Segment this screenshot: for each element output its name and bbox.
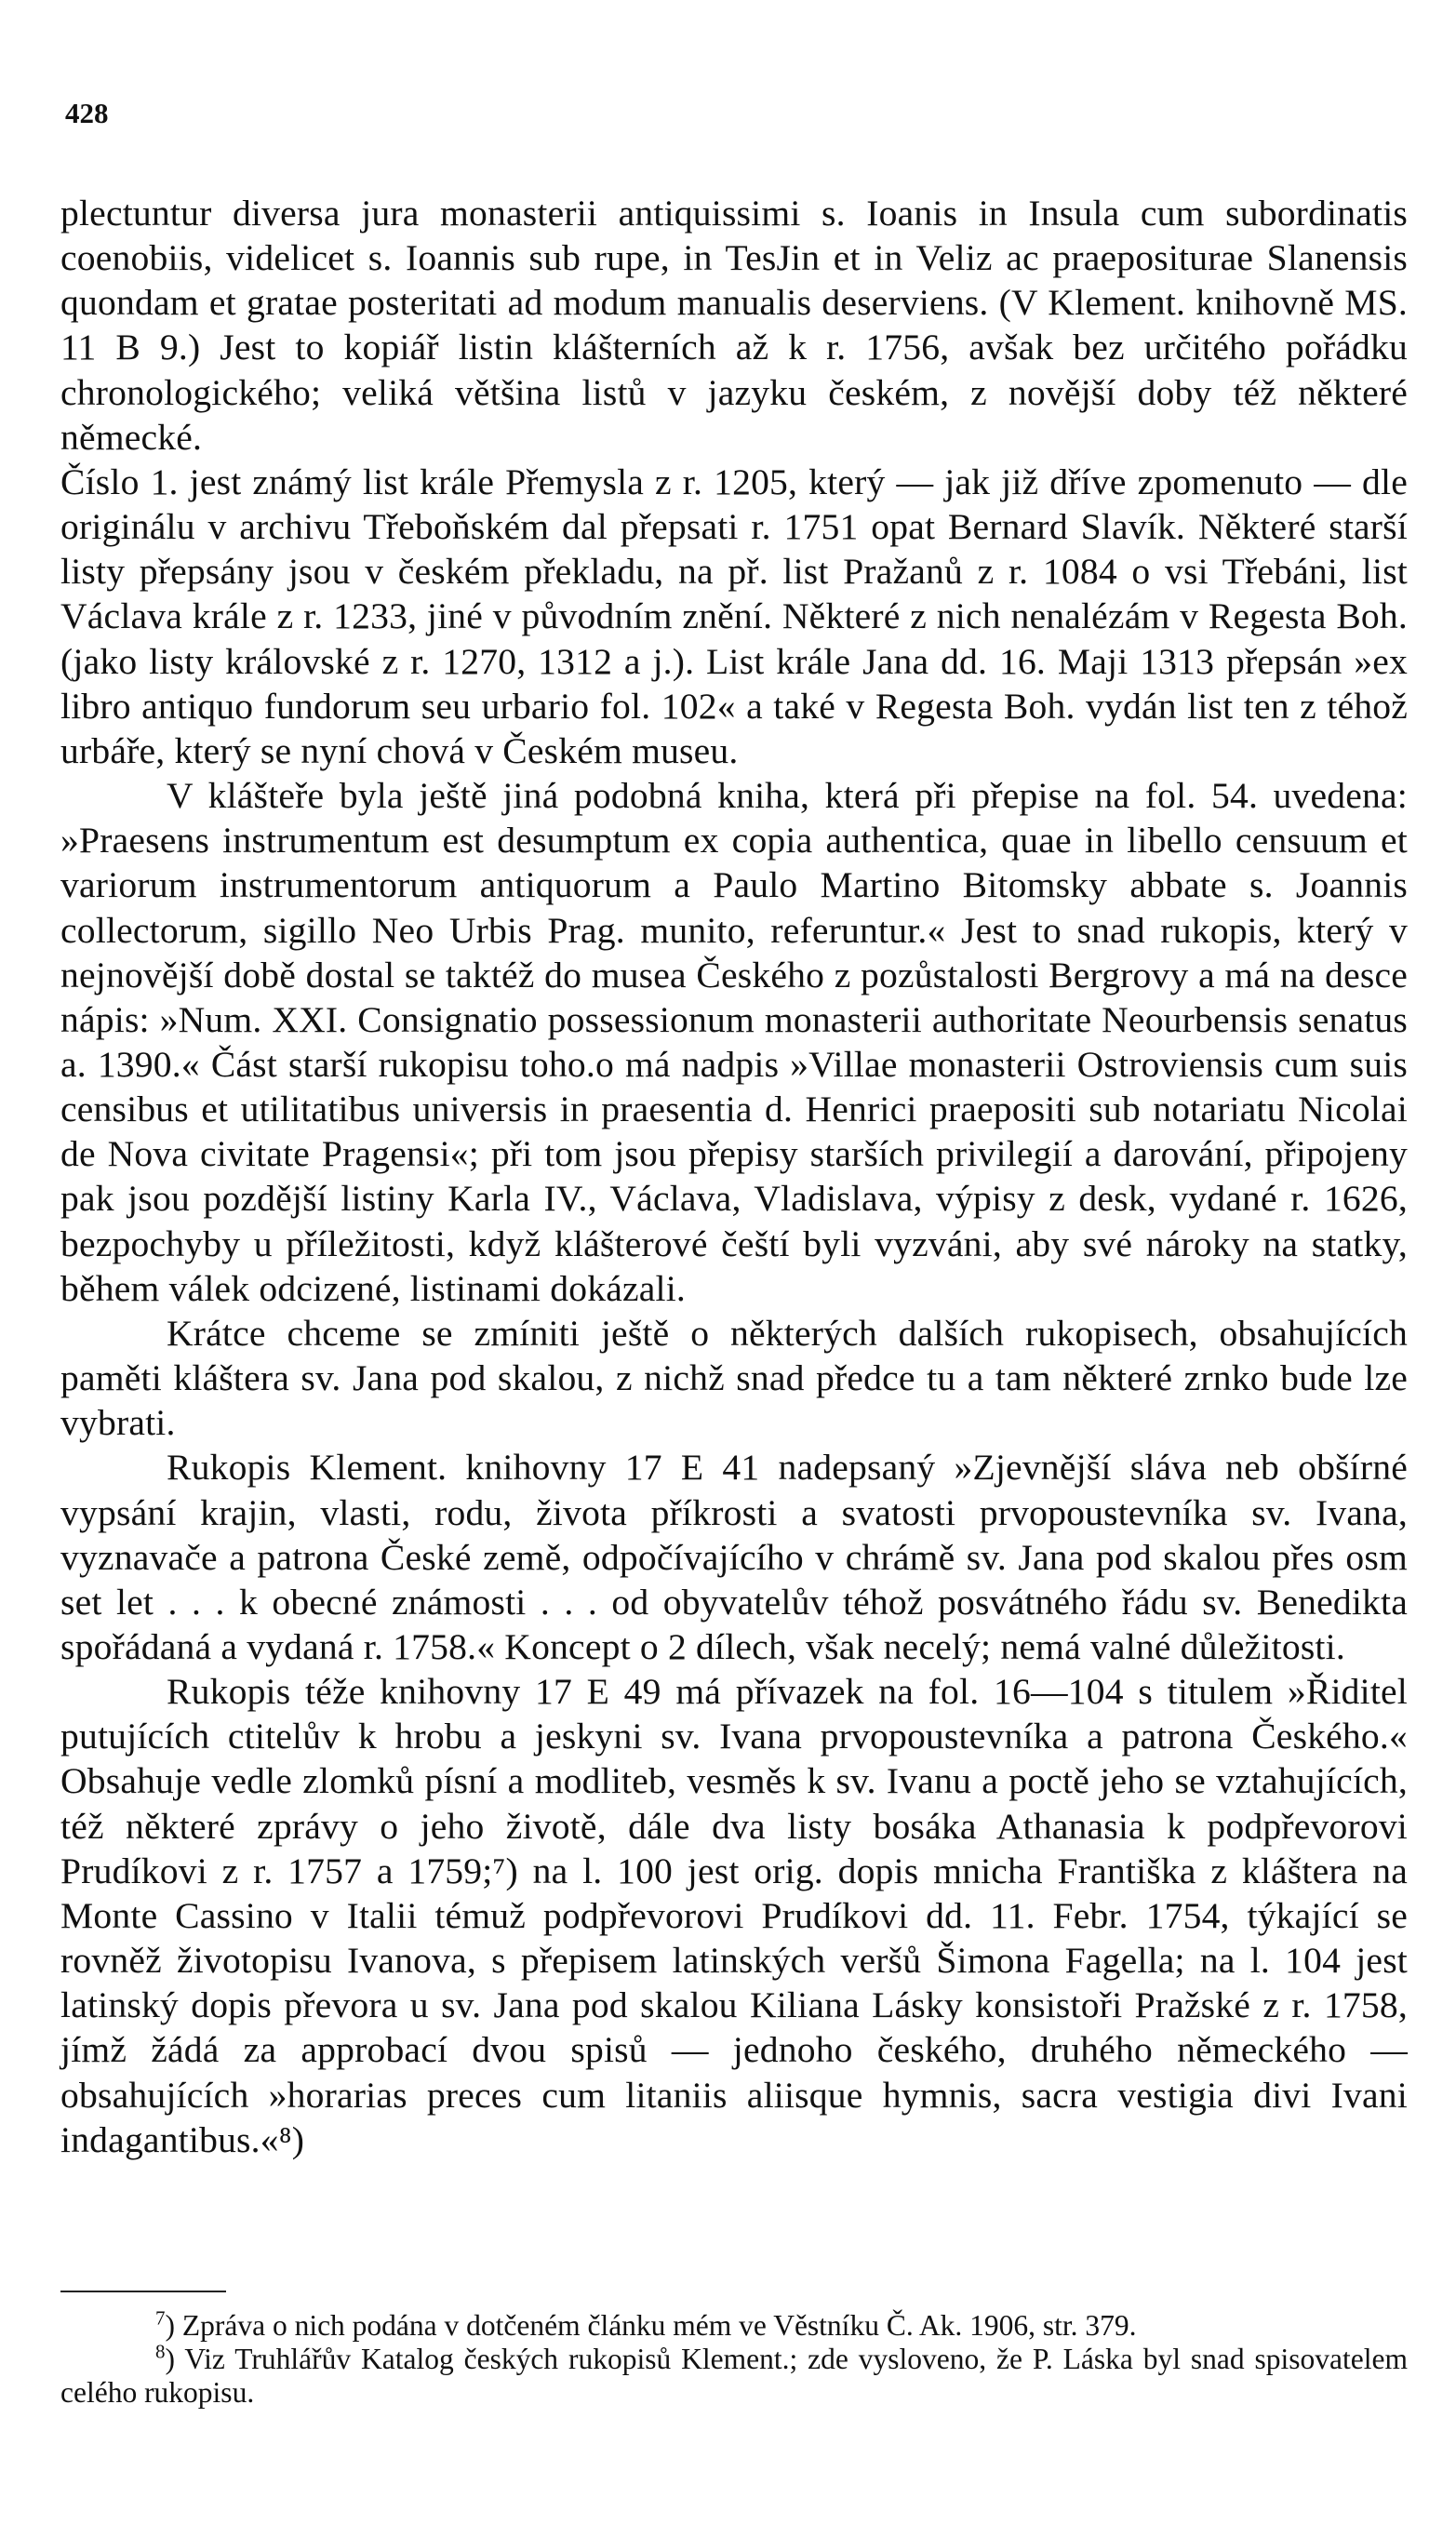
paragraph: Rukopis téže knihovny 17 E 49 má přívazek na fol. 16—104 s titulem »Řiditel putujících ctitelův k hrobu a jeskyni sv. Ivana prvopoustevníka a patrona Českého.« Obsahuje vedle zlomků písní a modliteb, vesměs k sv. Ivanu a poctě jeho se vztahujících, též některé zprávy o jeho životě, dále dva listy bosáka Athanasia k podpřevorovi Prudíkovi z r. 1757 a 1759;⁷) na l. 100 jest orig. dopis mnicha Františka z kláštera na Monte Cassino v Italii témuž podpřevorovi Prudíkovi dd. 11. Febr. 1754, týkající se rovněž životopisu Ivanova, s přepisem latinských veršů Šimona Fagella; na l. 104 jest latinský dopis převora u sv. Jana pod skalou Kiliana Lásky konsistoři Pražské z r. 1758, jímž žádá za approbací dvou spisů — jednoho českého, druhého německého — obsahujících »horarias preces cum litaniis aliisque hymnis, sacra vestigia divi Ivani indagantibus.«⁸) bbox=[60, 1671, 1408, 2160]
body-text bbox=[60, 191, 1408, 2162]
footnote: $^8$) Viz Truhlářův Katalog českých rukopisů Klement.; zde vysloveno, že P. Láska byl snad spisovatelem celého rukopisu. bbox=[60, 2340, 1408, 2409]
paragraph: Číslo 1. jest známý list krále Přemysla z r. 1205, který — jak již dříve zpomenuto — dle originálu v archivu Třeboňském dal přepsati r. 1751 opat Bernard Slavík. Některé starší listy přepsány jsou v českém překladu, na př. list Pražanů z r. 1084 o vsi Třebáni, list Václava krále z r. 1233, jiné v původním znění. Některé z nich nenalézám v Regesta Boh. (jako listy královské z r. 1270, 1312 a j.). List krále Jana dd. 16. Maji 1313 přepsán »ex libro antiquo fundorum seu urbario fol. 102« a také v Regesta Boh. vydán list ten z téhož urbáře, který se nyní chová v Českém museu. bbox=[60, 461, 1408, 771]
footnote-text: Zpráva o nich podána v dotčeném článku mém ve Věstníku Č. Ak. 1906, str. 379. bbox=[181, 2309, 1137, 2342]
footnote-divider bbox=[60, 2291, 226, 2292]
footnote-mark: 8 bbox=[155, 2340, 166, 2363]
footnotes bbox=[60, 2306, 1408, 2410]
footnote: $^7$) Zpráva o nich podána v dotčeném článku mém ve Věstníku Č. Ak. 1906, str. 379. bbox=[155, 2306, 1137, 2342]
footnote-text: Viz Truhlářův Katalog českých rukopisů Klement.; zde vysloveno, že P. Láska byl snad spisovatelem celého rukopisu. bbox=[60, 2343, 1408, 2409]
page-number: 428 bbox=[65, 97, 109, 129]
footnote-mark: 7 bbox=[155, 2306, 166, 2330]
paragraph: Rukopis Klement. knihovny 17 E 41 nadepsaný »Zjevnější sláva neb obšírné vypsání krajin, vlasti, rodu, života příkrosti a svatosti prvopoustevníka sv. Ivana, vyznavače a patrona České země, odpočívajícího v chrámě sv. Jana pod skalou přes osm set let . . . k obecné známosti . . . od obyvatelův téhož posvátného řádu sv. Benedikta spořádaná a vydaná r. 1758.« Koncept o 2 dílech, však necelý; nemá valné důležitosti. bbox=[60, 1447, 1408, 1667]
paragraph: V klášteře byla ještě jiná podobná kniha, která při přepise na fol. 54. uvedena: »Praesens instrumentum est desumptum ex copia authentica, quae in libello censuum et variorum instrumentorum antiquorum a Paulo Martino Bitomsky abbate s. Joannis collectorum, sigillo Neo Urbis Prag. munito, referuntur.« Jest to snad rukopis, který v nejnovější době dostal se taktéž do musea Českého z pozůstalosti Bergrovy a má na desce nápis: »Num. XXI. Consignatio possessionum monasterii authoritate Neourbensis senatus a. 1390.« Část starší rukopisu toho.o má nadpis »Villae monasterii Ostroviensis cum suis censibus et utilitatibus universis in praesentia d. Henrici praepositi sub notariatu Nicolai de Nova civitate Pragensi«; při tom jsou přepisy starších privilegií a darování, připojeny pak jsou pozdější listiny Karla IV., Václava, Vladislava, výpisy z desk, vydané r. 1626, bezpochyby u příležitosti, když klášterové čeští byli vyzváni, aby své nároky na statky, během válek odcizené, listinami dokázali. bbox=[60, 775, 1408, 1309]
paragraph: plectuntur diversa jura monasterii antiquissimi s. Ioanis in Insula cum subordinatis coenobiis, videlicet s. Ioannis sub rupe, in TesJin et in Veliz ac praeposituraе Slanensis quondam et gratae posteritati ad modum manualis deserviens. (V Klement. knihovně MS. 11 B 9.) Jest to kopiář listin klášterních až k r. 1756, avšak bez určitého pořádku chronologického; veliká většina listů v jazyku českém, z novější doby též některé německé. bbox=[60, 193, 1408, 458]
paragraph: Krátce chceme se zmíniti ještě o některých dalších rukopisech, obsahujících paměti kláštera sv. Jana pod skalou, z nichž snad předce tu a tam některé zrnko bude lze vybrati. bbox=[60, 1312, 1408, 1444]
